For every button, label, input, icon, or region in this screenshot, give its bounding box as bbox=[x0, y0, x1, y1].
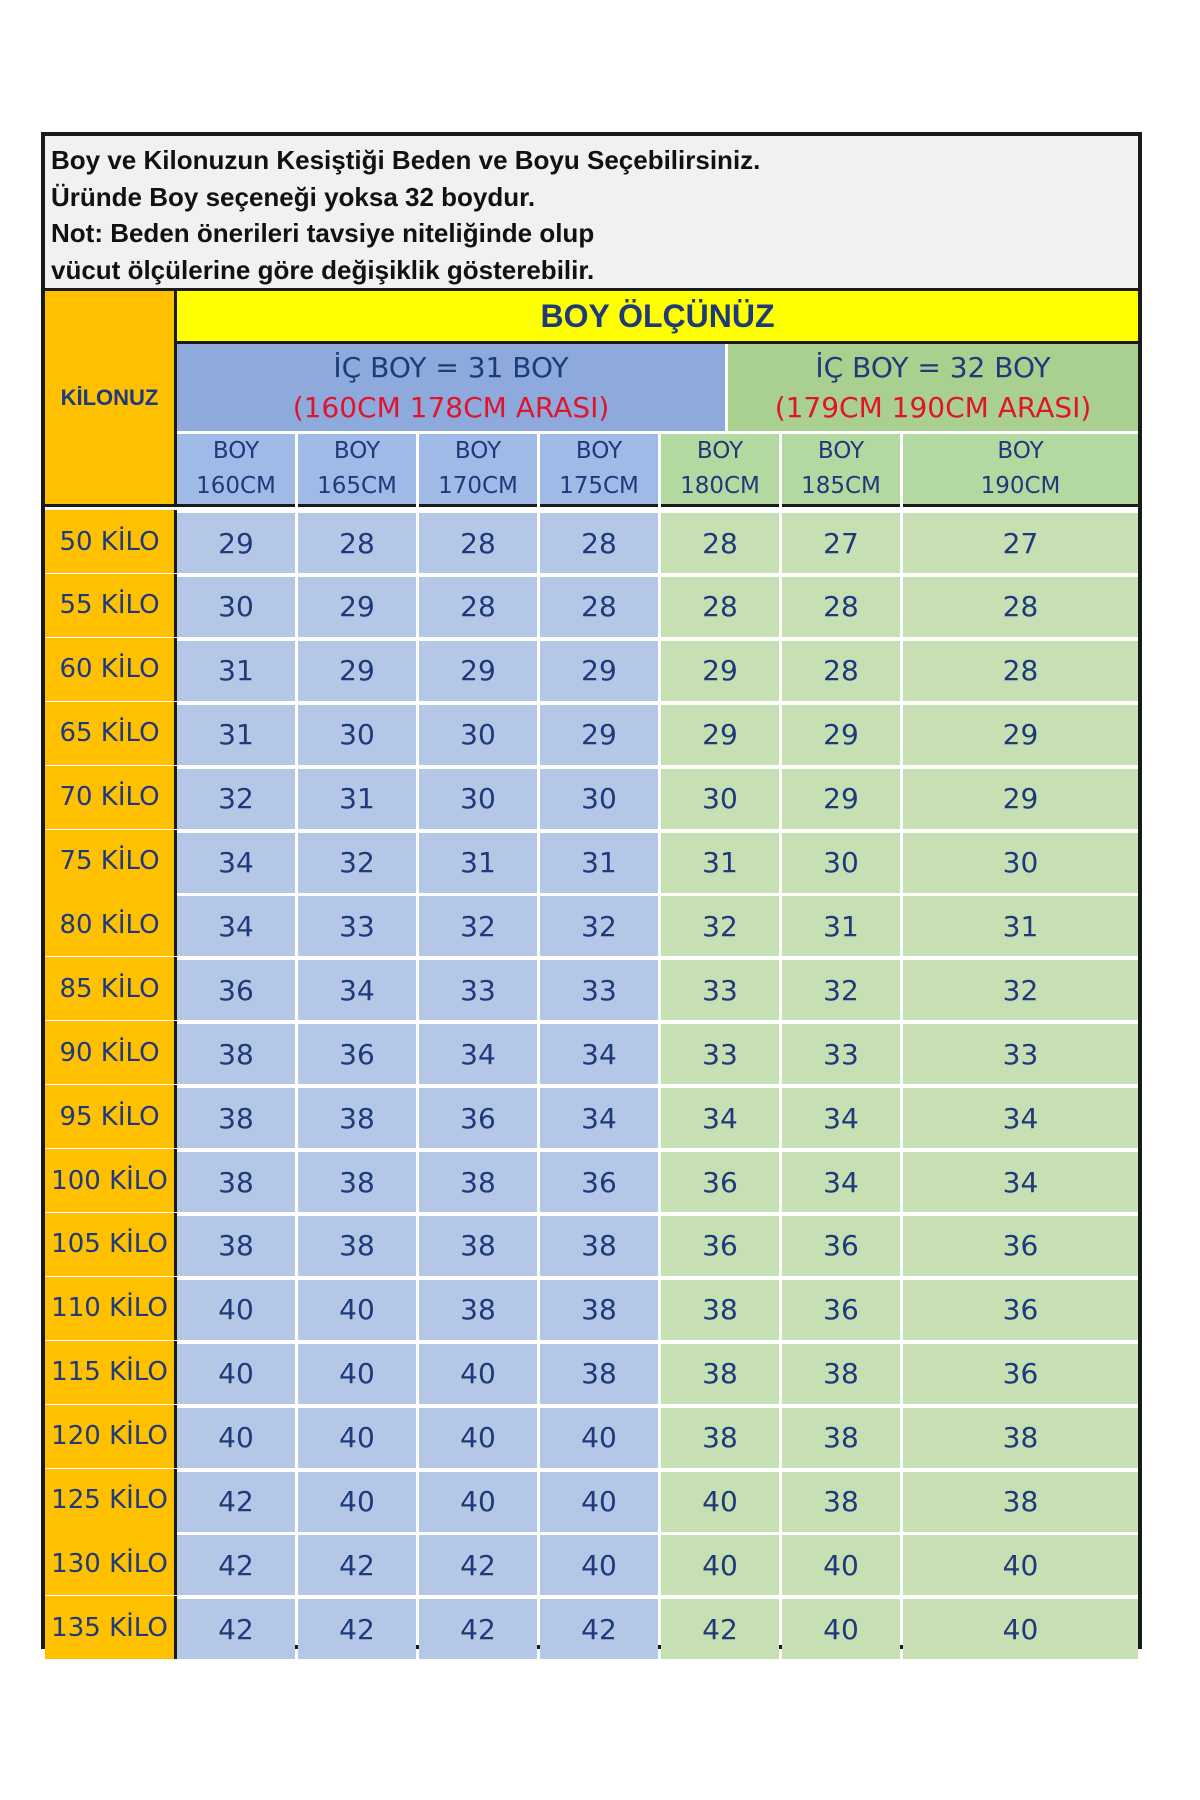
weight-column-header: KİLONUZ bbox=[45, 291, 177, 507]
size-cell: 33 bbox=[540, 960, 658, 1020]
size-cell: 38 bbox=[782, 1408, 900, 1468]
size-cell: 38 bbox=[782, 1472, 900, 1532]
size-cell: 28 bbox=[540, 577, 658, 637]
weight-label: 75 KİLO bbox=[45, 830, 177, 893]
group-header-32 bbox=[728, 344, 1138, 431]
size-cell: 42 bbox=[661, 1599, 779, 1659]
size-cell: 40 bbox=[782, 1535, 900, 1595]
size-cell: 40 bbox=[540, 1408, 658, 1468]
size-cell: 38 bbox=[540, 1344, 658, 1404]
size-cell: 40 bbox=[903, 1599, 1138, 1659]
column-header-height: 190CM bbox=[980, 473, 1061, 499]
weight-label: 115 KİLO bbox=[45, 1341, 177, 1404]
size-cell: 28 bbox=[661, 513, 779, 573]
column-header-height: 185CM bbox=[801, 473, 881, 499]
size-cell: 36 bbox=[661, 1216, 779, 1276]
size-cell: 31 bbox=[661, 833, 779, 893]
size-cell: 34 bbox=[177, 833, 295, 893]
size-cell: 34 bbox=[419, 1024, 537, 1084]
size-cell: 33 bbox=[782, 1024, 900, 1084]
weight-label: 135 KİLO bbox=[45, 1596, 177, 1659]
size-cell: 33 bbox=[298, 896, 416, 956]
size-cell: 34 bbox=[782, 1088, 900, 1148]
weight-label: 130 KİLO bbox=[45, 1532, 177, 1595]
size-cell: 30 bbox=[661, 769, 779, 829]
weight-label: 50 KİLO bbox=[45, 510, 177, 573]
size-cell: 40 bbox=[540, 1535, 658, 1595]
size-cell: 28 bbox=[782, 577, 900, 637]
size-cell: 38 bbox=[177, 1088, 295, 1148]
size-cell: 34 bbox=[903, 1152, 1138, 1212]
size-cell: 38 bbox=[419, 1216, 537, 1276]
size-cell: 31 bbox=[903, 896, 1138, 956]
weight-label: 70 KİLO bbox=[45, 766, 177, 829]
size-cell: 38 bbox=[661, 1280, 779, 1340]
weight-label: 80 KİLO bbox=[45, 893, 177, 956]
size-cell: 34 bbox=[903, 1088, 1138, 1148]
size-cell: 38 bbox=[419, 1280, 537, 1340]
size-cell: 36 bbox=[298, 1024, 416, 1084]
size-cell: 38 bbox=[177, 1216, 295, 1276]
size-cell: 29 bbox=[782, 769, 900, 829]
group-title: İÇ BOY = 31 BOY bbox=[333, 350, 569, 384]
weight-label: 65 KİLO bbox=[45, 702, 177, 765]
column-header-height: 175CM bbox=[559, 473, 639, 499]
column-header bbox=[298, 434, 416, 507]
size-cell: 42 bbox=[298, 1535, 416, 1595]
size-cell: 36 bbox=[177, 960, 295, 1020]
size-cell: 38 bbox=[903, 1408, 1138, 1468]
instruction-line: Not: Beden önerileri tavsiye niteliğinde olup bbox=[51, 218, 595, 248]
size-cell: 31 bbox=[419, 833, 537, 893]
size-cell: 38 bbox=[177, 1152, 295, 1212]
size-cell: 36 bbox=[419, 1088, 537, 1148]
size-cell: 33 bbox=[661, 1024, 779, 1084]
weight-label: 105 KİLO bbox=[45, 1213, 177, 1276]
size-cell: 29 bbox=[540, 705, 658, 765]
size-cell: 36 bbox=[540, 1152, 658, 1212]
height-banner: BOY ÖLÇÜNÜZ bbox=[177, 291, 1138, 344]
size-cell: 30 bbox=[419, 705, 537, 765]
size-cell: 42 bbox=[419, 1535, 537, 1595]
size-cell: 30 bbox=[419, 769, 537, 829]
size-cell: 32 bbox=[298, 833, 416, 893]
size-cell: 31 bbox=[782, 896, 900, 956]
weight-label: 90 KİLO bbox=[45, 1021, 177, 1084]
group-range: (179CM 190CM ARASI) bbox=[774, 390, 1092, 424]
size-cell: 34 bbox=[782, 1152, 900, 1212]
size-cell: 33 bbox=[661, 960, 779, 1020]
column-header-height: 180CM bbox=[680, 473, 760, 499]
column-header-height: 170CM bbox=[438, 473, 518, 499]
size-cell: 40 bbox=[177, 1280, 295, 1340]
size-cell: 42 bbox=[540, 1599, 658, 1659]
size-cell: 36 bbox=[903, 1344, 1138, 1404]
size-cell: 38 bbox=[661, 1408, 779, 1468]
size-cell: 28 bbox=[419, 513, 537, 573]
instruction-line: Boy ve Kilonuzun Kesiştiği Beden ve Boyu Seçebilirsiniz. bbox=[51, 145, 761, 175]
size-cell: 28 bbox=[298, 513, 416, 573]
column-header-label: BOY bbox=[454, 438, 502, 464]
column-header-label: BOY bbox=[212, 438, 260, 464]
size-cell: 40 bbox=[298, 1344, 416, 1404]
size-cell: 30 bbox=[298, 705, 416, 765]
size-cell: 32 bbox=[177, 769, 295, 829]
size-cell: 40 bbox=[661, 1472, 779, 1532]
weight-label: 120 KİLO bbox=[45, 1405, 177, 1468]
size-cell: 31 bbox=[298, 769, 416, 829]
size-cell: 38 bbox=[298, 1152, 416, 1212]
column-header-label: BOY bbox=[575, 438, 623, 464]
size-cell: 28 bbox=[903, 641, 1138, 701]
column-header bbox=[177, 434, 295, 507]
size-cell: 40 bbox=[177, 1344, 295, 1404]
size-cell: 42 bbox=[177, 1535, 295, 1595]
size-cell: 42 bbox=[419, 1599, 537, 1659]
size-cell: 40 bbox=[298, 1280, 416, 1340]
size-cell: 38 bbox=[661, 1344, 779, 1404]
size-cell: 29 bbox=[782, 705, 900, 765]
size-cell: 27 bbox=[782, 513, 900, 573]
size-cell: 29 bbox=[298, 577, 416, 637]
size-cell: 36 bbox=[903, 1216, 1138, 1276]
column-header bbox=[419, 434, 537, 507]
size-cell: 42 bbox=[298, 1599, 416, 1659]
size-cell: 28 bbox=[540, 513, 658, 573]
group-header-31 bbox=[177, 344, 725, 431]
size-cell: 31 bbox=[540, 833, 658, 893]
size-cell: 32 bbox=[903, 960, 1138, 1020]
column-header-label: BOY bbox=[696, 438, 744, 464]
size-cell: 28 bbox=[419, 577, 537, 637]
size-cell: 36 bbox=[782, 1280, 900, 1340]
size-chart bbox=[41, 132, 1142, 1649]
column-header bbox=[661, 434, 779, 507]
size-cell: 40 bbox=[419, 1344, 537, 1404]
size-cell: 34 bbox=[298, 960, 416, 1020]
size-cell: 34 bbox=[540, 1024, 658, 1084]
size-cell: 29 bbox=[298, 641, 416, 701]
size-cell: 40 bbox=[661, 1535, 779, 1595]
instruction-line: Üründe Boy seçeneği yoksa 32 boydur. bbox=[51, 181, 536, 212]
size-cell: 40 bbox=[903, 1535, 1138, 1595]
size-cell: 29 bbox=[661, 641, 779, 701]
size-cell: 32 bbox=[540, 896, 658, 956]
size-cell: 32 bbox=[782, 960, 900, 1020]
column-header-label: BOY bbox=[333, 438, 381, 464]
size-cell: 34 bbox=[177, 896, 295, 956]
size-cell: 34 bbox=[540, 1088, 658, 1148]
size-cell: 28 bbox=[661, 577, 779, 637]
size-cell: 29 bbox=[903, 769, 1138, 829]
weight-label: 55 KİLO bbox=[45, 574, 177, 637]
column-header-label: BOY bbox=[817, 438, 865, 464]
size-cell: 36 bbox=[661, 1152, 779, 1212]
size-cell: 38 bbox=[540, 1280, 658, 1340]
size-cell: 28 bbox=[903, 577, 1138, 637]
size-cell: 40 bbox=[298, 1408, 416, 1468]
size-cell: 29 bbox=[419, 641, 537, 701]
size-cell: 38 bbox=[540, 1216, 658, 1276]
size-cell: 28 bbox=[782, 641, 900, 701]
size-cell: 38 bbox=[782, 1344, 900, 1404]
instruction-line: vücut ölçülerine göre değişiklik gösterebilir. bbox=[51, 254, 595, 285]
size-cell: 33 bbox=[419, 960, 537, 1020]
size-cell: 38 bbox=[298, 1088, 416, 1148]
size-cell: 31 bbox=[177, 641, 295, 701]
size-cell: 36 bbox=[903, 1280, 1138, 1340]
weight-label: 85 KİLO bbox=[45, 957, 177, 1020]
size-cell: 40 bbox=[540, 1472, 658, 1532]
size-cell: 36 bbox=[782, 1216, 900, 1276]
size-cell: 40 bbox=[177, 1408, 295, 1468]
size-cell: 32 bbox=[661, 896, 779, 956]
group-range: (160CM 178CM ARASI) bbox=[292, 390, 610, 424]
size-cell: 30 bbox=[782, 833, 900, 893]
size-cell: 38 bbox=[419, 1152, 537, 1212]
weight-label: 95 KİLO bbox=[45, 1085, 177, 1148]
column-header bbox=[903, 434, 1138, 507]
size-cell: 30 bbox=[903, 833, 1138, 893]
size-cell: 34 bbox=[661, 1088, 779, 1148]
size-cell: 29 bbox=[540, 641, 658, 701]
weight-label: 60 KİLO bbox=[45, 638, 177, 701]
weight-label: 125 KİLO bbox=[45, 1469, 177, 1532]
size-cell: 40 bbox=[419, 1472, 537, 1532]
column-header-label: BOY bbox=[997, 438, 1044, 464]
size-cell: 40 bbox=[419, 1408, 537, 1468]
size-cell: 40 bbox=[782, 1599, 900, 1659]
size-cell: 40 bbox=[298, 1472, 416, 1532]
size-cell: 29 bbox=[903, 705, 1138, 765]
size-cell: 31 bbox=[177, 705, 295, 765]
column-header bbox=[782, 434, 900, 507]
group-title: İÇ BOY = 32 BOY bbox=[815, 350, 1051, 384]
size-cell: 38 bbox=[903, 1472, 1138, 1532]
size-cell: 29 bbox=[177, 513, 295, 573]
size-cell: 42 bbox=[177, 1472, 295, 1532]
weight-label: 100 KİLO bbox=[45, 1149, 177, 1212]
size-cell: 42 bbox=[177, 1599, 295, 1659]
size-cell: 38 bbox=[177, 1024, 295, 1084]
column-header-height: 165CM bbox=[317, 473, 397, 499]
weight-label: 110 KİLO bbox=[45, 1277, 177, 1340]
size-cell: 33 bbox=[903, 1024, 1138, 1084]
column-header bbox=[540, 434, 658, 507]
size-cell: 30 bbox=[177, 577, 295, 637]
size-cell: 32 bbox=[419, 896, 537, 956]
size-cell: 30 bbox=[540, 769, 658, 829]
size-cell: 38 bbox=[298, 1216, 416, 1276]
size-cell: 27 bbox=[903, 513, 1138, 573]
size-cell: 29 bbox=[661, 705, 779, 765]
instructions-box bbox=[45, 136, 1138, 291]
column-header-height: 160CM bbox=[196, 473, 276, 499]
